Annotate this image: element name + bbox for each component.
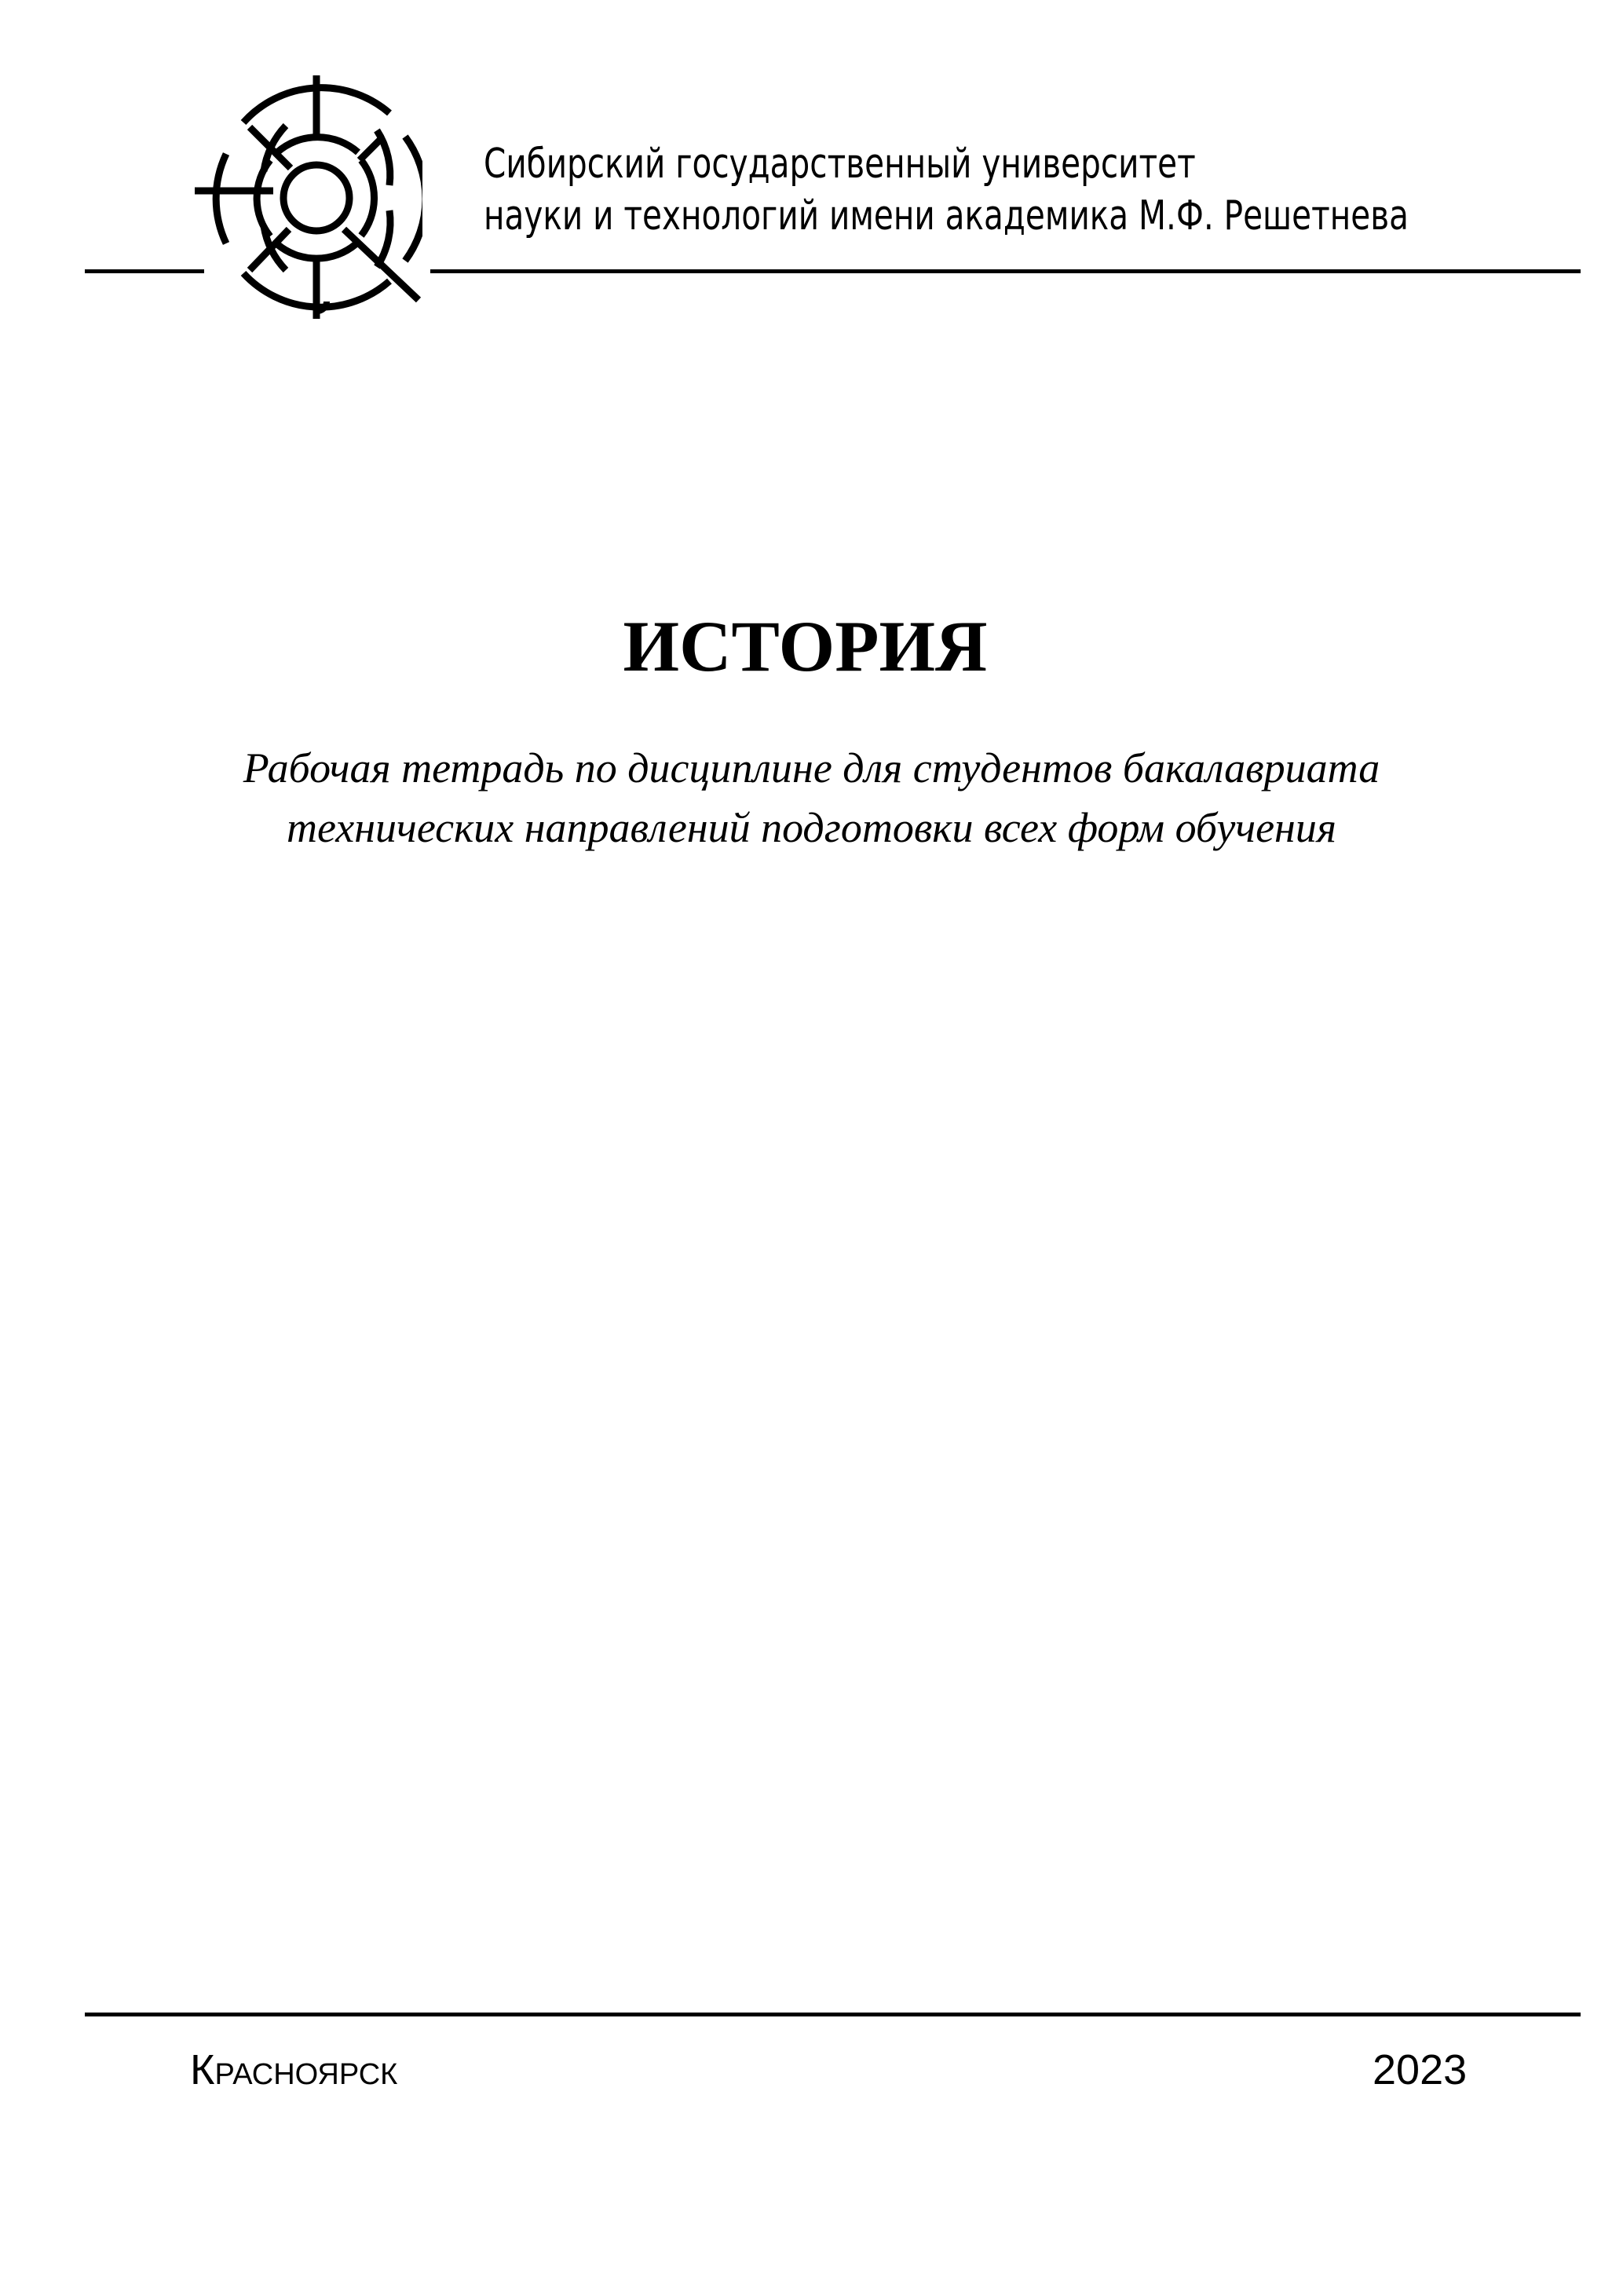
organization-name bbox=[484, 138, 1409, 242]
organization-name-line-1: Сибирский государственный университет bbox=[484, 141, 1196, 188]
document-subtitle bbox=[0, 738, 1623, 857]
publication-city: Красноярск bbox=[190, 2046, 398, 2093]
publication-year: 2023 bbox=[1373, 2046, 1468, 2093]
footer-divider bbox=[85, 2013, 1581, 2016]
header-divider-right bbox=[430, 269, 1581, 273]
document-subtitle-line-1: Рабочая тетрадь по дисциплине для студентов бакалавриата bbox=[243, 744, 1380, 792]
header-divider-left bbox=[85, 269, 204, 273]
university-emblem-icon bbox=[195, 75, 422, 320]
organization-name-line-2: науки и технологий имени академика М.Ф. Решетнева bbox=[484, 192, 1409, 239]
document-subtitle-line-2: технических направлений подготовки всех форм обучения bbox=[287, 804, 1336, 851]
document-title: ИСТОРИЯ bbox=[623, 606, 988, 686]
